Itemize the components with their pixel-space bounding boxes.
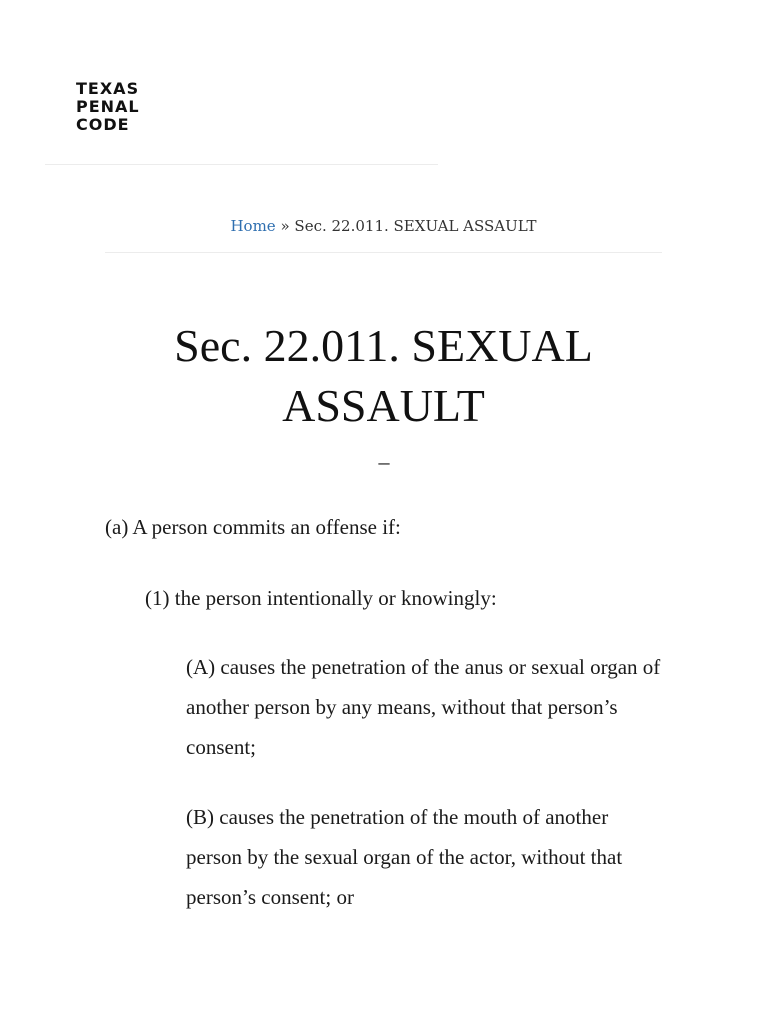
logo-line-texas: TEXAS — [76, 79, 140, 98]
paragraph-a-1-A: (A) causes the penetration of the anus or sexual organ of another person by any means, without that person’s consent; — [186, 655, 661, 759]
breadcrumb-home-link[interactable]: Home — [230, 217, 276, 235]
logo-line-code: CODE — [76, 115, 130, 134]
breadcrumb — [105, 212, 662, 253]
breadcrumb-current: Sec. 22.011. SEXUAL ASSAULT — [294, 217, 537, 235]
paragraph-a-1: (1) the person intentionally or knowingly: — [145, 586, 497, 610]
title-divider: – — [378, 449, 390, 474]
breadcrumb-separator: » — [280, 217, 295, 235]
paragraph-a-1-B: (B) causes the penetration of the mouth of another person by the sexual organ of the actor, without that person’s consent; or — [186, 805, 623, 909]
logo-line-penal: PENAL — [76, 97, 140, 116]
site-header — [45, 0, 438, 165]
page-title: Sec. 22.011. SEXUAL ASSAULT — [174, 320, 593, 431]
paragraph-a: (a) A person commits an offense if: — [105, 515, 401, 539]
site-logo[interactable] — [76, 80, 140, 134]
